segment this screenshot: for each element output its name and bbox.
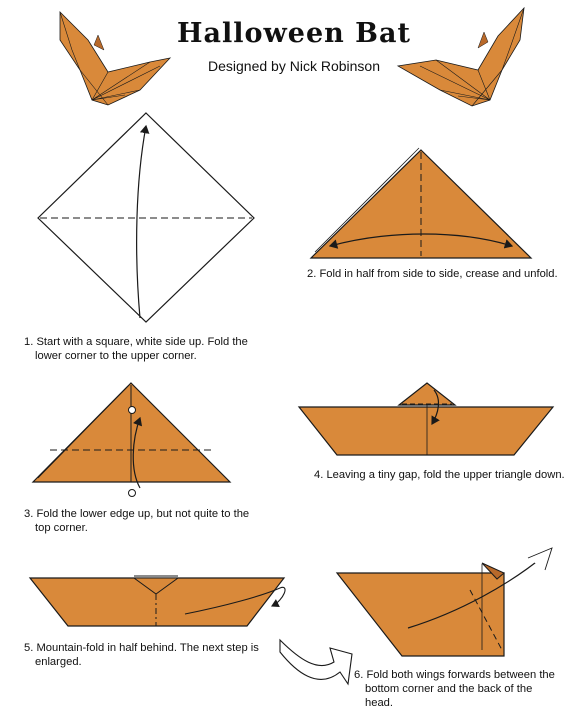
- step4-text: [314, 468, 584, 482]
- step5-text: [24, 641, 274, 669]
- step5-line1: 5. Mountain-fold in half behind. The next step is: [24, 642, 259, 654]
- step1-line2: lower corner to the upper corner.: [35, 350, 197, 362]
- step1-diagram: [38, 113, 254, 322]
- step5-diagram: [30, 576, 285, 626]
- step1-line1: 1. Start with a square, white side up. Fold the: [24, 336, 248, 348]
- step6-text: [354, 668, 584, 710]
- step6-diagram: [337, 548, 552, 656]
- step3-text: [24, 507, 274, 535]
- step2-diagram: [311, 148, 531, 258]
- step5-line2: enlarged.: [35, 656, 82, 668]
- next-step-hollow-arrow: [280, 640, 352, 684]
- step3-line1: 3. Fold the lower edge up, but not quite to the: [24, 508, 250, 520]
- step6-line2: bottom corner and the back of the: [365, 683, 533, 695]
- bat-left-illustration: [60, 12, 170, 105]
- step3-line2: top corner.: [35, 522, 88, 534]
- step4-diagram: [299, 383, 553, 455]
- step6-line3: head.: [365, 697, 393, 709]
- step2-line1: 2. Fold in half from side to side, crease and unfold.: [307, 268, 558, 280]
- step4-line1: 4. Leaving a tiny gap, fold the upper triangle down.: [314, 469, 565, 481]
- page-subtitle: Designed by Nick Robinson: [208, 58, 380, 74]
- step2-text: [307, 267, 577, 281]
- step3-diagram: [33, 383, 230, 497]
- page-title: Halloween Bat: [177, 18, 411, 49]
- step6-line1: 6. Fold both wings forwards between the: [354, 669, 555, 681]
- step1-text: [24, 335, 274, 363]
- bat-right-illustration: [398, 8, 524, 106]
